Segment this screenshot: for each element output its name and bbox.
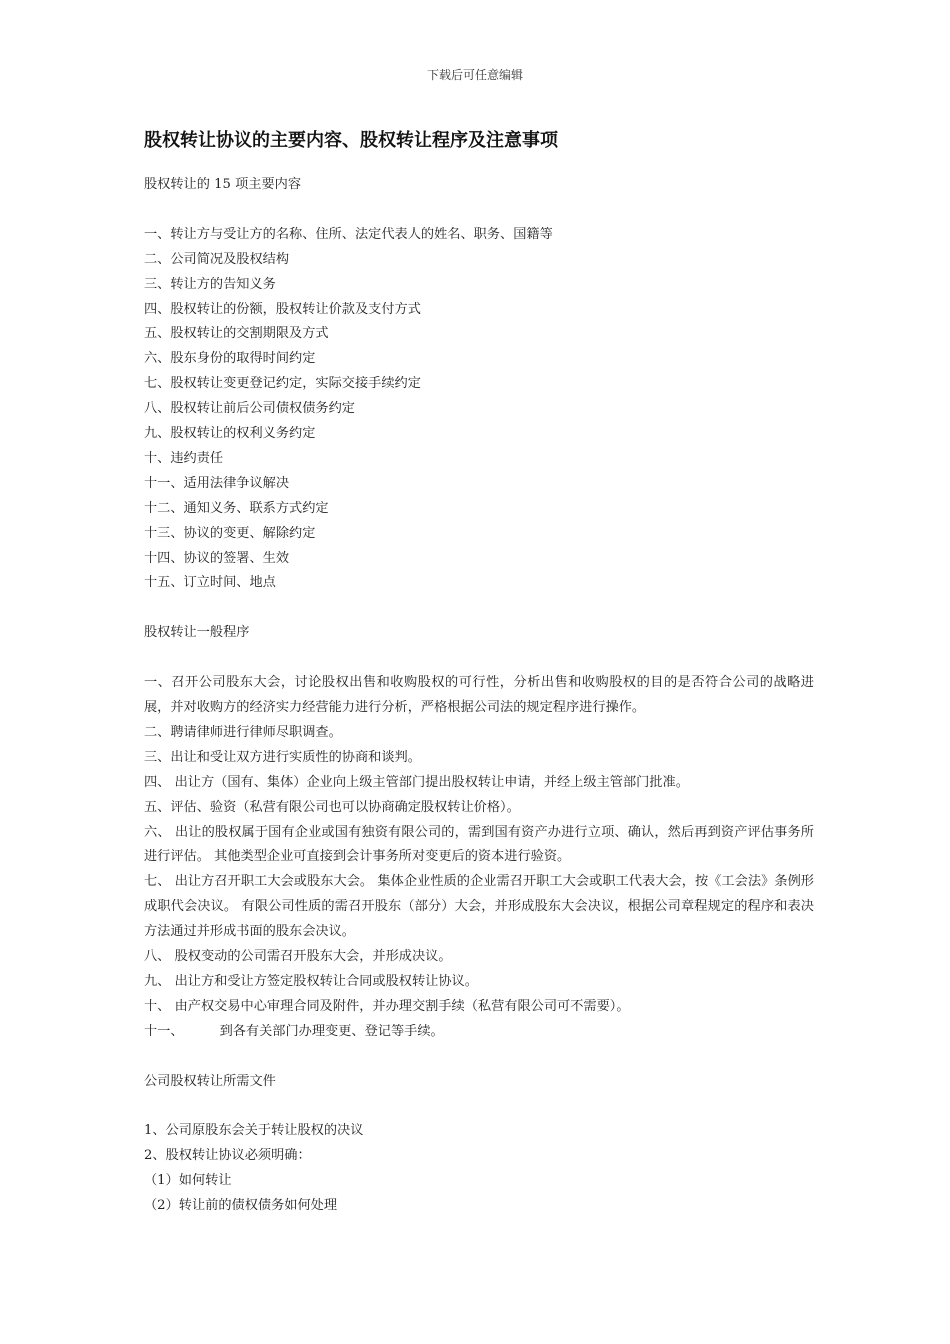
list-item: 二、公司简况及股权结构 [144, 251, 290, 267]
procedure-step-last [144, 1020, 814, 1045]
procedure-step-number: 十一、 [144, 1023, 184, 1039]
list-item: 九、股权转让的权利义务约定 [144, 426, 316, 442]
procedure-step: 六、 出让的股权属于国有企业或国有独资有限公司的，需到国有资产办进行立项、确认，然后再到资产评估事务所进行评估。 其他类型企业可直接到会计事务所对变更后的资本进行验资。 [144, 824, 814, 865]
list-item: 十一、适用法律争议解决 [144, 475, 290, 491]
procedure-step: 八、 股权变动的公司需召开股东大会，并形成决议。 [144, 949, 452, 965]
document-item: 2、股权转让协议必须明确： [144, 1148, 311, 1164]
documents-list [144, 1119, 814, 1219]
list-item: 十三、协议的变更、解除约定 [144, 525, 316, 541]
list-item: 八、股权转让前后公司债权债务约定 [144, 401, 355, 417]
procedure-step-text: 到各有关部门办理变更、登记等手续。 [219, 1023, 444, 1039]
list-item: 十五、订立时间、地点 [144, 575, 276, 591]
blank-line [144, 646, 814, 671]
procedure-step: 一、召开公司股东大会，讨论股权出售和收购股权的可行性，分析出售和收购股权的目的是否符合公司的战略进展，并对收购方的经济实力经营能力进行分析，严格根据公司法的规定程序进行操作。 [144, 675, 814, 715]
blank-line [144, 1094, 814, 1119]
header-note: 下载后可任意编辑 [426, 68, 523, 82]
procedure-step: 五、评估、验资（私营有限公司也可以协商确定股权转让价格）。 [144, 799, 520, 815]
procedure-step: 七、 出让方召开职工大会或股东大会。 集体企业性质的企业需召开职工大会或职工代表大会，按《工会法》条例形成职代会决议。 有限公司性质的需召开股东（部分）大会，并形成股东大会决议，根据公司章程规定的程序和表决方法通过并形成书面的股东会决议。 [144, 874, 814, 940]
procedure-step: 四、 出让方（国有、集体）企业向上级主管部门提出股权转让申请，并经上级主管部门批准。 [144, 774, 689, 790]
list-item: 一、转让方与受让方的名称、住所、法定代表人的姓名、职务、国籍等 [144, 226, 553, 242]
procedure-step: 十、 由产权交易中心审理合同及附件，并办理交割手续（私营有限公司可不需要）。 [144, 998, 630, 1014]
contents-list [144, 223, 814, 597]
blank-line [144, 596, 814, 621]
document-title: 股权转让协议的主要内容、股权转让程序及注意事项 [144, 130, 558, 151]
list-item: 三、转让方的告知义务 [144, 276, 276, 292]
document-body [144, 173, 814, 1219]
list-item: 五、股权转让的交割期限及方式 [144, 326, 329, 342]
procedure-list [144, 671, 814, 1045]
list-item: 六、股东身份的取得时间约定 [144, 351, 316, 367]
section-heading-required-documents: 公司股权转让所需文件 [144, 1073, 276, 1089]
document-subitem: （2）转让前的债权债务如何处理 [144, 1198, 338, 1214]
procedure-step: 三、出让和受让双方进行实质性的协商和谈判。 [144, 749, 421, 765]
procedure-step: 九、 出让方和受让方签定股权转让合同或股权转让协议。 [144, 973, 478, 989]
list-item: 四、股权转让的份额，股权转让价款及支付方式 [144, 301, 421, 317]
procedure-step: 二、聘请律师进行律师尽职调查。 [144, 724, 342, 740]
list-item: 七、股权转让变更登记约定，实际交接手续约定 [144, 376, 421, 392]
section-heading-procedure: 股权转让一般程序 [144, 625, 250, 641]
list-item: 十、违约责任 [144, 450, 224, 466]
document-item: 1、公司原股东会关于转让股权的决议 [144, 1123, 364, 1139]
document-subitem: （1）如何转让 [144, 1173, 232, 1189]
list-item: 十四、协议的签署、生效 [144, 550, 290, 566]
blank-line [144, 1045, 814, 1070]
blank-line [144, 198, 814, 223]
list-item: 十二、通知义务、联系方式约定 [144, 500, 329, 516]
section-heading-main-contents: 股权转让的 15 项主要内容 [144, 177, 302, 192]
